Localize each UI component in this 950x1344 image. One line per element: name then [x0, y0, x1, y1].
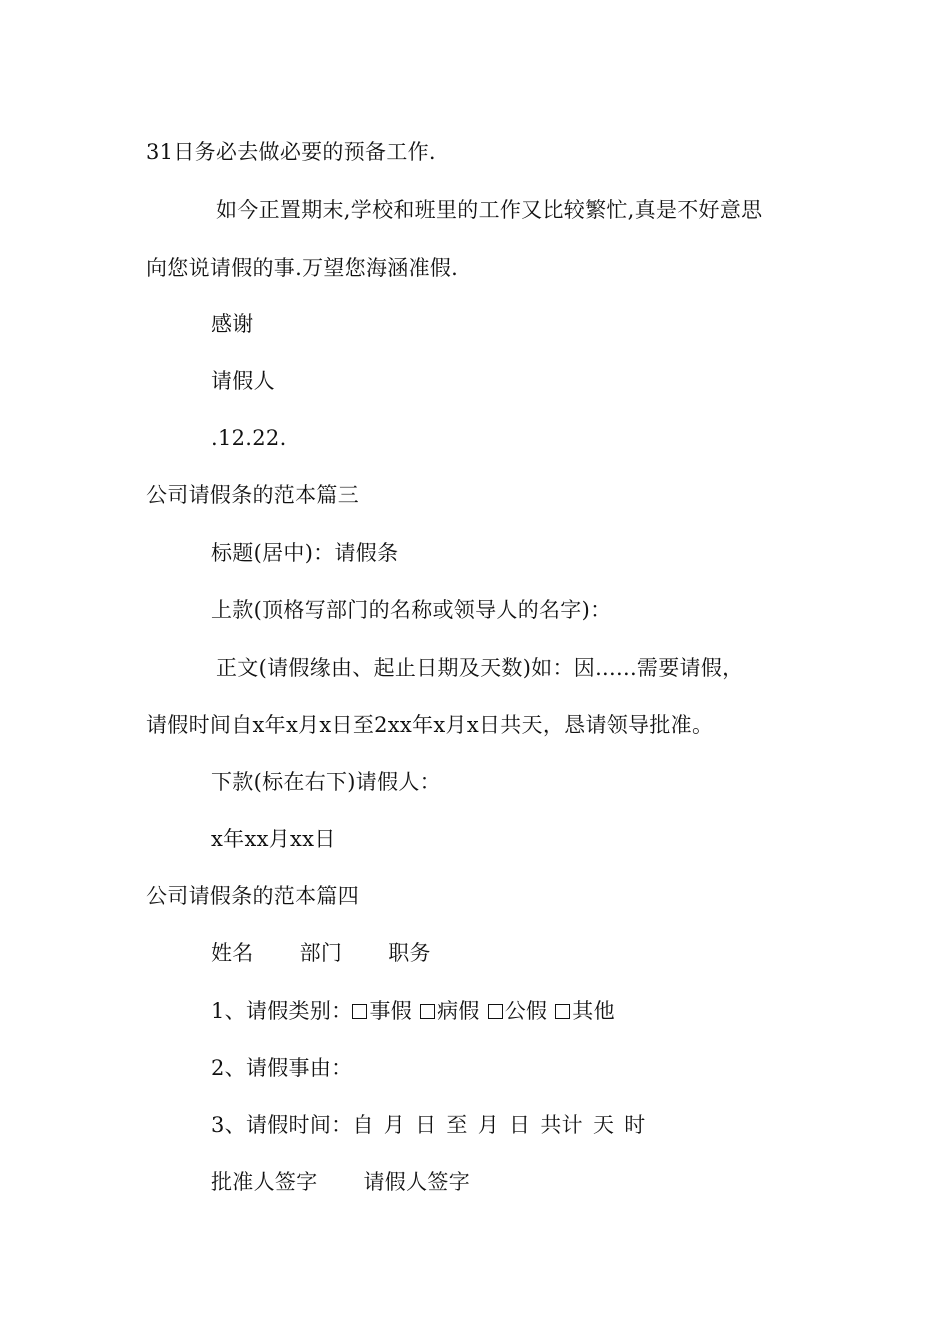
name-label: 姓名	[211, 941, 254, 965]
checkbox-personal-leave[interactable]: 事假	[352, 999, 412, 1023]
section-heading: 公司请假条的范本篇三	[146, 483, 359, 507]
date-line: x年xx月xx日	[211, 827, 336, 851]
checkbox-icon	[555, 1004, 570, 1019]
signature-row	[211, 1168, 470, 1196]
leave-time-row: 3、请假时间：自 月 日 至 月 日 共计 天 时	[211, 1113, 646, 1137]
text-line: 31日务必去做必要的预备工作.	[146, 140, 436, 164]
text-line: 下款(标在右下)请假人：	[211, 770, 441, 794]
leave-type-row	[211, 997, 623, 1025]
dept-label: 部门	[299, 941, 343, 965]
checkbox-sick-leave[interactable]: 病假	[420, 999, 480, 1023]
checkbox-icon	[420, 1004, 435, 1019]
section-heading: 公司请假条的范本篇四	[146, 884, 359, 908]
approver-signature-label: 批准人签字	[211, 1170, 318, 1194]
text-line: 上款(顶格写部门的名称或领导人的名字)：	[211, 598, 612, 622]
date-line: .12.22.	[211, 426, 287, 450]
applicant-signature-label: 请假人签字	[363, 1170, 470, 1194]
checkbox-icon	[352, 1004, 367, 1019]
checkbox-official-leave[interactable]: 公假	[488, 999, 548, 1023]
text-line: 向您说请假的事.万望您海涵准假.	[146, 256, 459, 280]
checkbox-other-leave[interactable]: 其他	[555, 999, 615, 1023]
form-header-row	[211, 939, 431, 967]
text-line: 请假时间自x年x月x日至2xx年x月x日共天，恳请领导批准。	[146, 713, 714, 737]
leave-reason-row: 2、请假事由：	[211, 1056, 353, 1080]
text-line: 标题(居中)：请假条	[211, 541, 399, 565]
text-line: 感谢	[211, 312, 254, 336]
post-label: 职务	[388, 941, 431, 965]
checkbox-icon	[488, 1004, 503, 1019]
text-line: 如今正置期末,学校和班里的工作又比较繁忙,真是不好意思	[216, 198, 763, 222]
leave-time-label: 3、请假时间：	[211, 1113, 353, 1137]
leave-type-label: 1、请假类别：	[211, 999, 353, 1023]
text-line: 请假人	[211, 369, 275, 393]
text-line: 正文(请假缘由、起止日期及天数)如：因......需要请假，	[216, 656, 744, 680]
